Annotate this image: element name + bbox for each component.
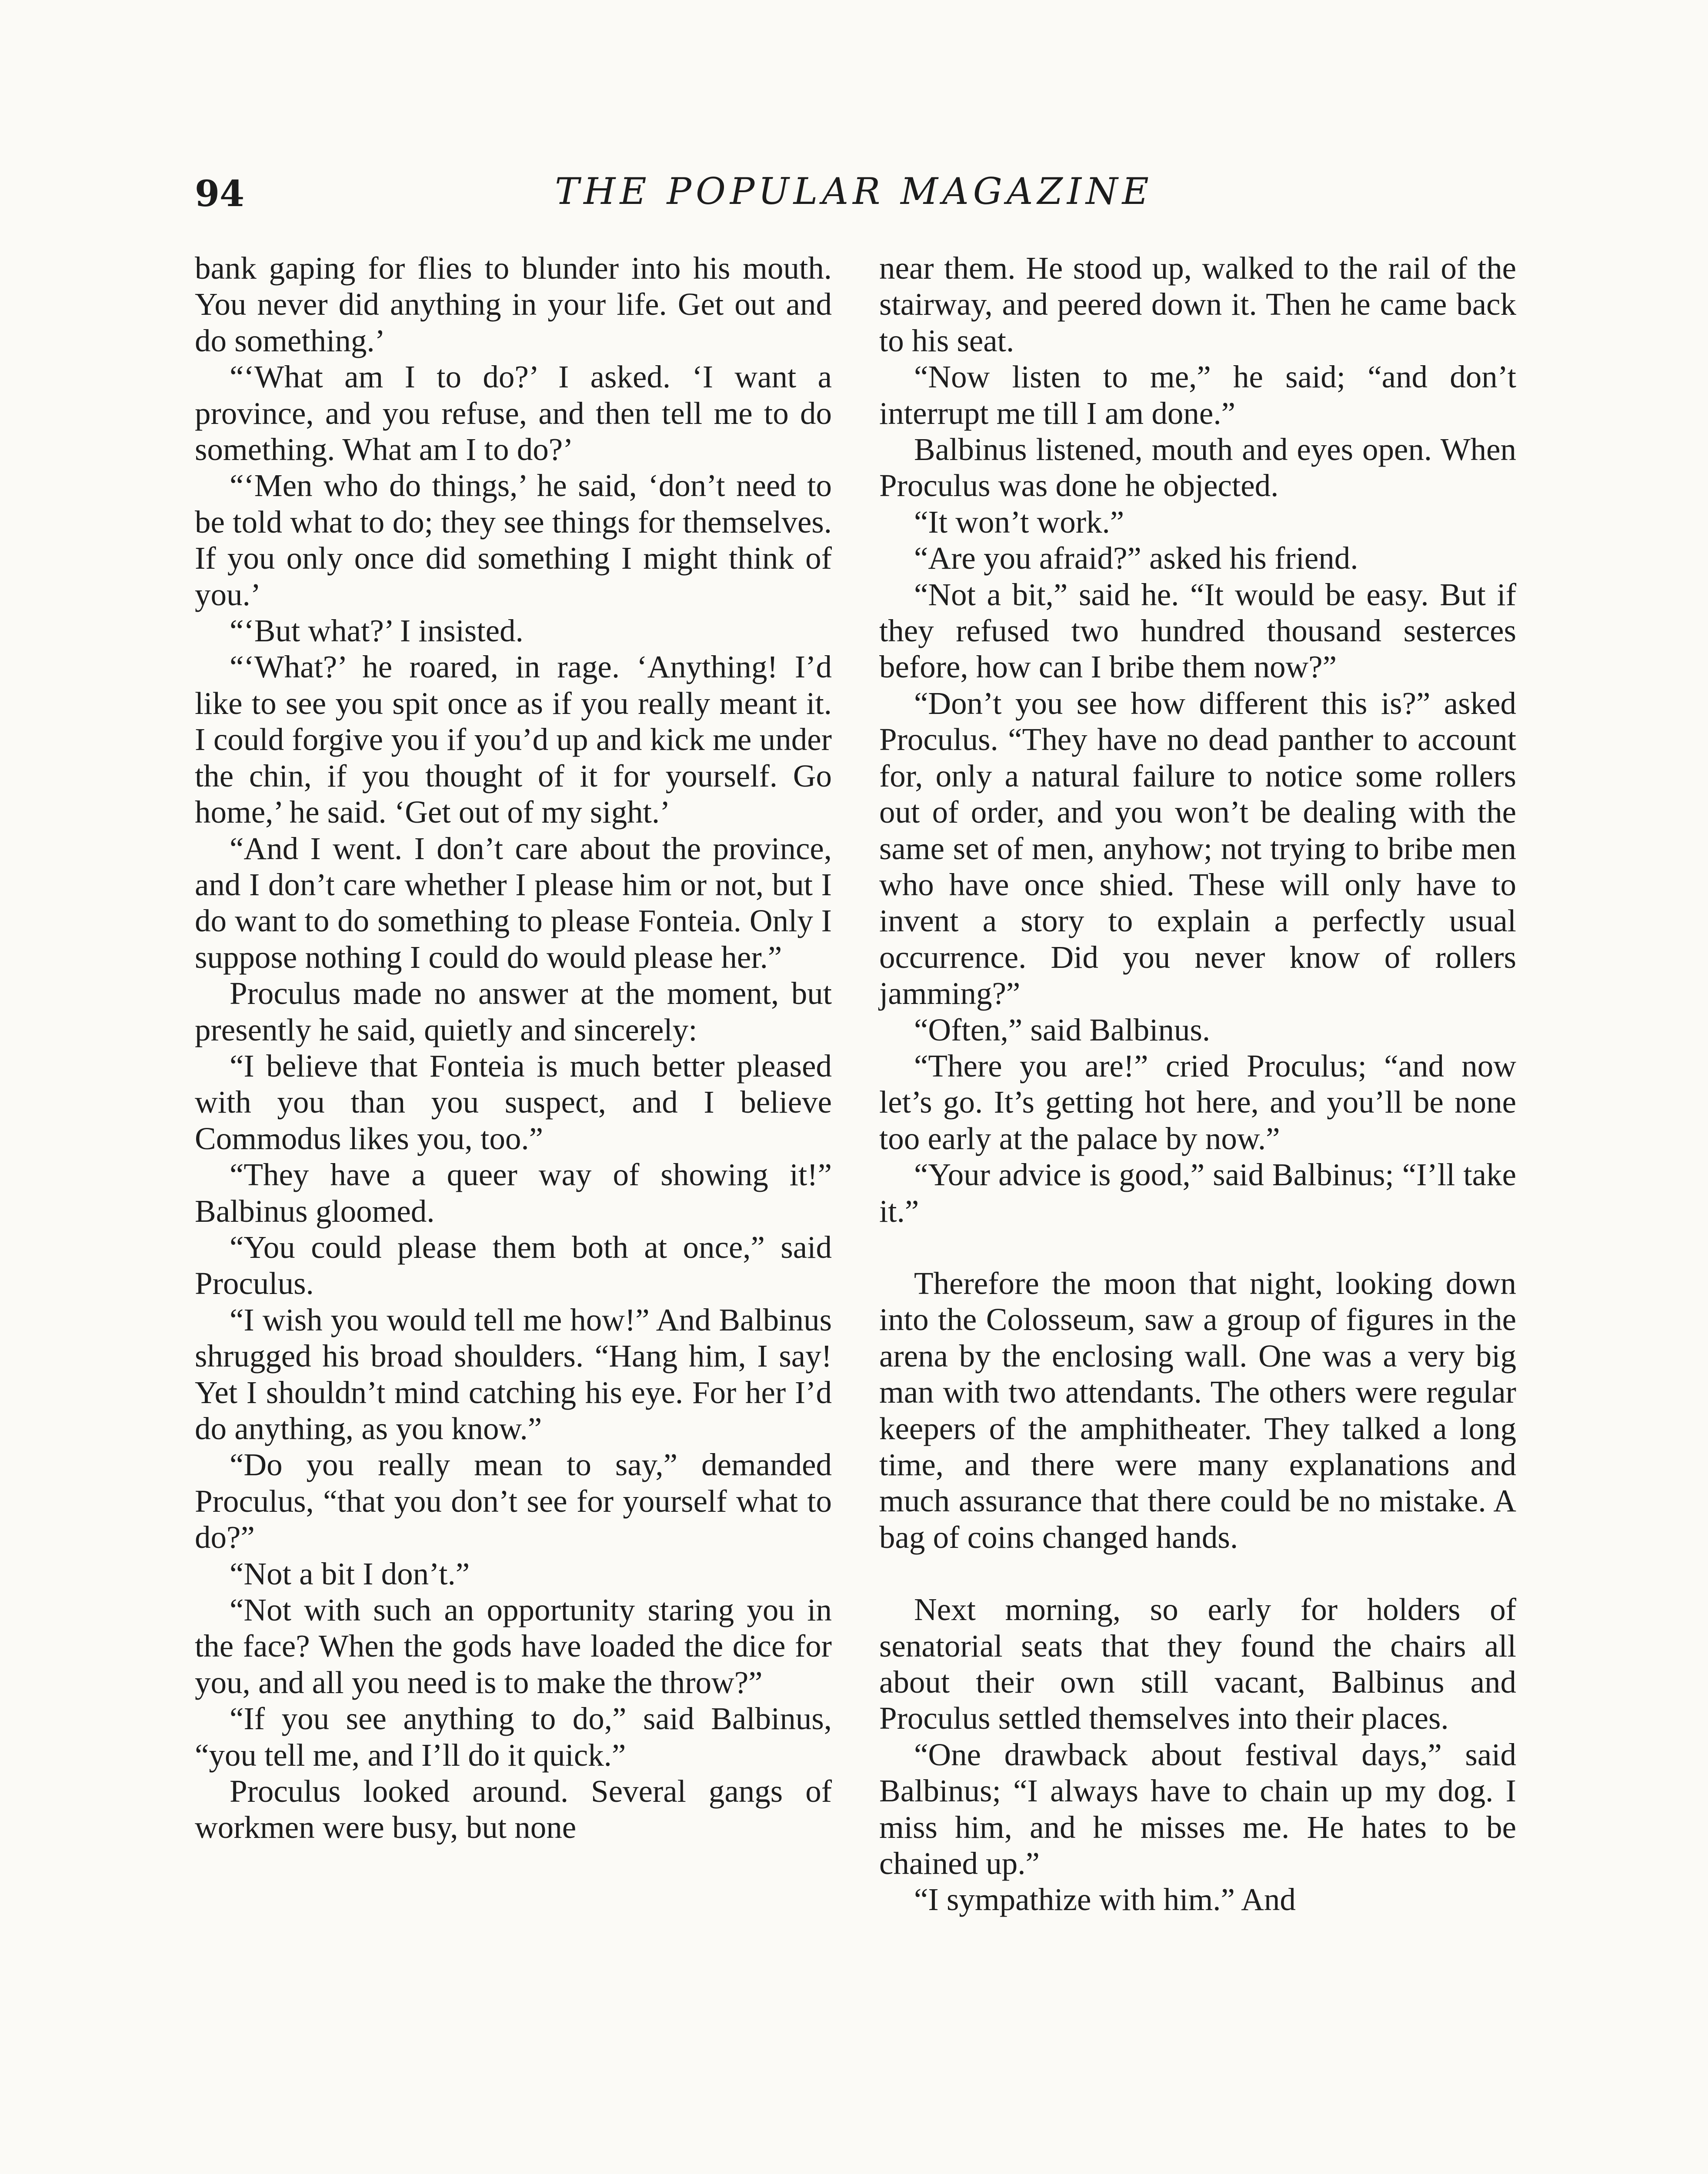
paragraph: “Now listen to me,” he said; “and don’t interrupt me till I am done.” — [879, 359, 1516, 431]
paragraph: Balbinus listened, mouth and eyes open. When Proculus was done he objected. — [879, 432, 1516, 503]
paragraph: “There you are!” cried Proculus; “and now let’s go. It’s getting hot here, and you’ll be none too early at the palace by now.” — [879, 1048, 1516, 1156]
paragraph: “I wish you would tell me how!” And Balbinus shrugged his broad shoulders. “Hang him, I say! Yet I shouldn’t mind catching his eye. For her I’d do anything, as you know.” — [195, 1302, 832, 1446]
paragraph: bank gaping for flies to blunder into his mouth. You never did anything in your life. Get out and do something.’ — [195, 250, 832, 358]
paragraph: “Not with such an opportunity staring you in the face? When the gods have loaded the dice for you, and all you need is to make the throw?” — [195, 1592, 832, 1700]
paragraph: Therefore the moon that night, looking down into the Colosseum, saw a group of figures in the arena by the enclosing wall. One was a very big man with two attendants. The others were regular keepers of the amphitheater. They talked a long time, and there were many explanations and much assurance that there could be no mistake. A bag of coins changed hands. — [879, 1265, 1516, 1555]
paragraph: “Not a bit,” said he. “It would be easy. But if they refused two hundred thousand sesterces before, how can I bribe them now?” — [879, 577, 1516, 685]
paragraph: “‘But what?’ I insisted. — [230, 613, 524, 649]
left-column — [195, 250, 832, 1846]
paragraph: “Do you really mean to say,” demanded Proculus, “that you don’t see for yourself what to do?” — [195, 1447, 832, 1555]
paragraph: “They have a queer way of showing it!” Balbinus gloomed. — [195, 1157, 832, 1229]
paragraph: “I believe that Fonteia is much better pleased with you than you suspect, and I believe Commodus likes you, too.” — [195, 1048, 832, 1156]
paragraph: “Often,” said Balbinus. — [914, 1012, 1211, 1047]
paragraph: “‘Men who do things,’ he said, ‘don’t need to be told what to do; they see things for themselves. If you only once did something I might think of you.’ — [195, 468, 832, 612]
paragraph: Proculus made no answer at the moment, but presently he said, quietly and sincerely: — [195, 976, 832, 1047]
paragraph: “Are you afraid?” asked his friend. — [914, 540, 1358, 576]
paragraph: “You could please them both at once,” said Proculus. — [195, 1229, 832, 1301]
paragraph: “And I went. I don’t care about the province, and I don’t care whether I please him or not, but I do want to do something to please Fonteia. Only I suppose nothing I could do would please her.” — [195, 830, 832, 975]
paragraph: “It won’t work.” — [914, 504, 1124, 540]
running-head: THE POPULAR MAGAZINE — [555, 170, 1153, 213]
paragraph: “I sympathize with him.” And — [914, 1882, 1296, 1917]
right-column — [879, 250, 1516, 1918]
paragraph: “If you see anything to do,” said Balbinus, “you tell me, and I’ll do it quick.” — [195, 1701, 832, 1773]
paragraph: Proculus looked around. Several gangs of workmen were busy, but none — [195, 1774, 832, 1845]
page-number: 94 — [195, 173, 245, 215]
paragraph: “‘What am I to do?’ I asked. ‘I want a province, and you refuse, and then tell me to do something. What am I to do?’ — [195, 359, 832, 467]
paragraph: “Your advice is good,” said Balbinus; “I’ll take it.” — [879, 1157, 1516, 1229]
paragraph: “One drawback about festival days,” said Balbinus; “I always have to chain up my dog. I miss him, and he misses me. He hates to be chained up.” — [879, 1737, 1516, 1881]
paragraph: “Don’t you see how different this is?” asked Proculus. “They have no dead panther to account for, only a natural failure to notice some rollers out of order, and you won’t be dealing with the same set of men, anyhow; not trying to bribe men who have once shied. These will only have to invent a story to explain a perfectly usual occurrence. Did you never know of rollers jamming?” — [879, 685, 1516, 1011]
paragraph: near them. He stood up, walked to the rail of the stairway, and peered down it. Then he came back to his seat. — [879, 250, 1516, 358]
paragraph: “‘What?’ he roared, in rage. ‘Anything! I’d like to see you spit once as if you really meant it. I could forgive you if you’d up and kick me under the chin, if you thought of it for yourself. Go home,’ he said. ‘Get out of my sight.’ — [195, 649, 832, 830]
paragraph: Next morning, so early for holders of senatorial seats that they found the chairs all about their own still vacant, Balbinus and Proculus settled themselves into their places. — [879, 1592, 1516, 1736]
paragraph: “Not a bit I don’t.” — [230, 1556, 470, 1591]
